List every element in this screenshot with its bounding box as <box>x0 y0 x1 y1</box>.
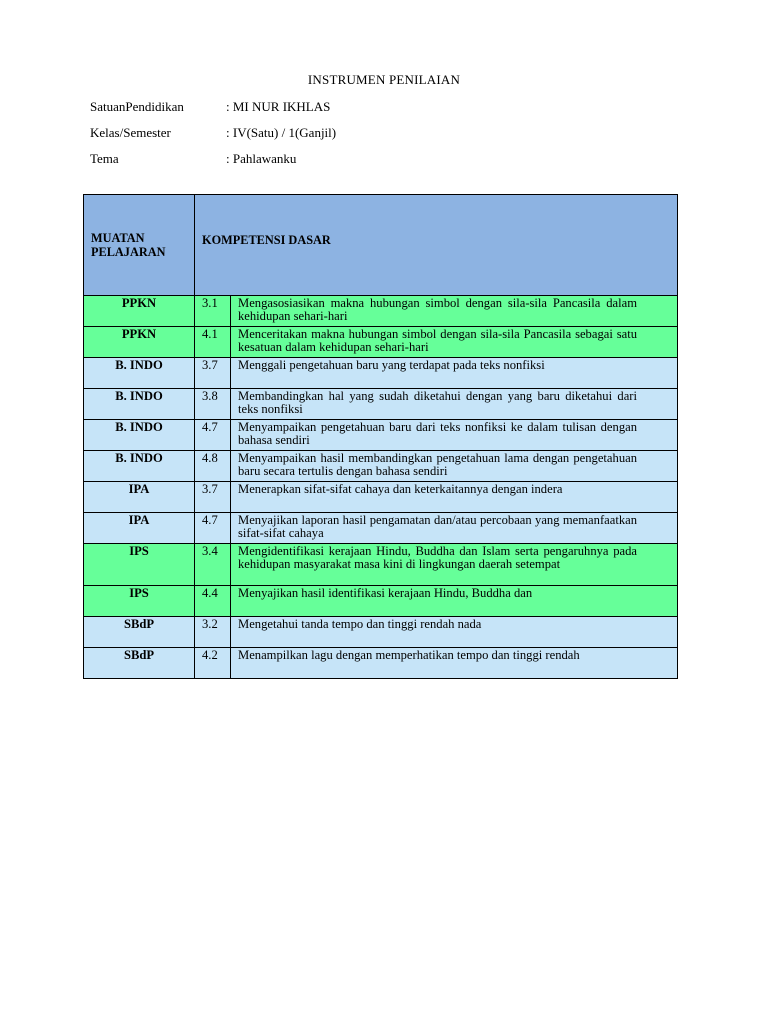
kd-number-cell: 3.7 <box>195 358 231 389</box>
meta-value: : MI NUR IKHLAS <box>226 99 331 114</box>
subject-cell: B. INDO <box>84 420 195 451</box>
kd-description-cell: Menyajikan hasil identifikasi kerajaan Hindu, Buddha dan <box>231 586 678 617</box>
meta-label: Tema <box>90 151 119 166</box>
meta-value: : Pahlawanku <box>226 151 297 166</box>
kd-description-cell: Menyampaikan hasil membandingkan pengetahuan lama dengan pengetahuan baru secara tertulis dengan bahasa sendiri <box>231 451 678 482</box>
table-row <box>84 648 678 679</box>
table-row <box>84 420 678 451</box>
kd-number-cell: 3.4 <box>195 544 231 586</box>
table-row <box>84 389 678 420</box>
kd-number-cell: 3.7 <box>195 482 231 513</box>
table-row <box>84 451 678 482</box>
header-kompetensi-dasar: KOMPETENSI DASAR <box>195 195 678 296</box>
kd-description-cell: Mengasosiasikan makna hubungan simbol dengan sila-sila Pancasila dalam kehidupan sehari-hari <box>231 296 678 327</box>
kd-description-cell: Menggali pengetahuan baru yang terdapat pada teks nonfiksi <box>231 358 678 389</box>
kd-description-cell: Menyampaikan pengetahuan baru dari teks nonfiksi ke dalam tulisan dengan bahasa sendiri <box>231 420 678 451</box>
table-header-row <box>84 195 678 296</box>
kd-number-cell: 4.1 <box>195 327 231 358</box>
table-row <box>84 482 678 513</box>
table-row <box>84 358 678 389</box>
kd-number-cell: 3.2 <box>195 617 231 648</box>
kd-number-cell: 4.7 <box>195 513 231 544</box>
kd-number-cell: 4.2 <box>195 648 231 679</box>
subject-cell: B. INDO <box>84 451 195 482</box>
subject-cell: IPA <box>84 513 195 544</box>
table-row <box>84 327 678 358</box>
subject-cell: B. INDO <box>84 389 195 420</box>
kd-description-cell: Menampilkan lagu dengan memperhatikan tempo dan tinggi rendah <box>231 648 678 679</box>
kd-description-cell: Mengetahui tanda tempo dan tinggi rendah nada <box>231 617 678 648</box>
subject-cell: IPS <box>84 544 195 586</box>
kd-number-cell: 3.1 <box>195 296 231 327</box>
competency-table <box>83 194 678 679</box>
kd-description-cell: Menceritakan makna hubungan simbol dengan sila-sila Pancasila sebagai satu kesatuan dalam kehidupan sehari-hari <box>231 327 678 358</box>
kd-description-cell: Membandingkan hal yang sudah diketahui dengan yang baru diketahui dari teks nonfiksi <box>231 389 678 420</box>
subject-cell: B. INDO <box>84 358 195 389</box>
kd-description-cell: Menyajikan laporan hasil pengamatan dan/atau percobaan yang memanfaatkan sifat-sifat cahaya <box>231 513 678 544</box>
table-row <box>84 617 678 648</box>
table-row <box>84 544 678 586</box>
meta-label: SatuanPendidikan <box>90 99 184 114</box>
kd-number-cell: 4.8 <box>195 451 231 482</box>
kd-number-cell: 4.7 <box>195 420 231 451</box>
subject-cell: PPKN <box>84 327 195 358</box>
subject-cell: IPS <box>84 586 195 617</box>
kd-number-cell: 3.8 <box>195 389 231 420</box>
subject-cell: PPKN <box>84 296 195 327</box>
subject-cell: SBdP <box>84 617 195 648</box>
subject-cell: SBdP <box>84 648 195 679</box>
table-row <box>84 513 678 544</box>
table-row <box>84 586 678 617</box>
subject-cell: IPA <box>84 482 195 513</box>
document-title: INSTRUMEN PENILAIAN <box>307 72 461 87</box>
header-subject: MUATAN PELAJARAN <box>84 195 195 296</box>
kd-number-cell: 4.4 <box>195 586 231 617</box>
meta-label: Kelas/Semester <box>90 125 171 140</box>
table-row <box>84 296 678 327</box>
meta-value: : IV(Satu) / 1(Ganjil) <box>226 125 337 140</box>
kd-description-cell: Menerapkan sifat-sifat cahaya dan keterkaitannya dengan indera <box>231 482 678 513</box>
kd-description-cell: Mengidentifikasi kerajaan Hindu, Buddha dan Islam serta pengaruhnya pada kehidupan masyarakat masa kini di lingkungan daerah setempat <box>231 544 678 586</box>
